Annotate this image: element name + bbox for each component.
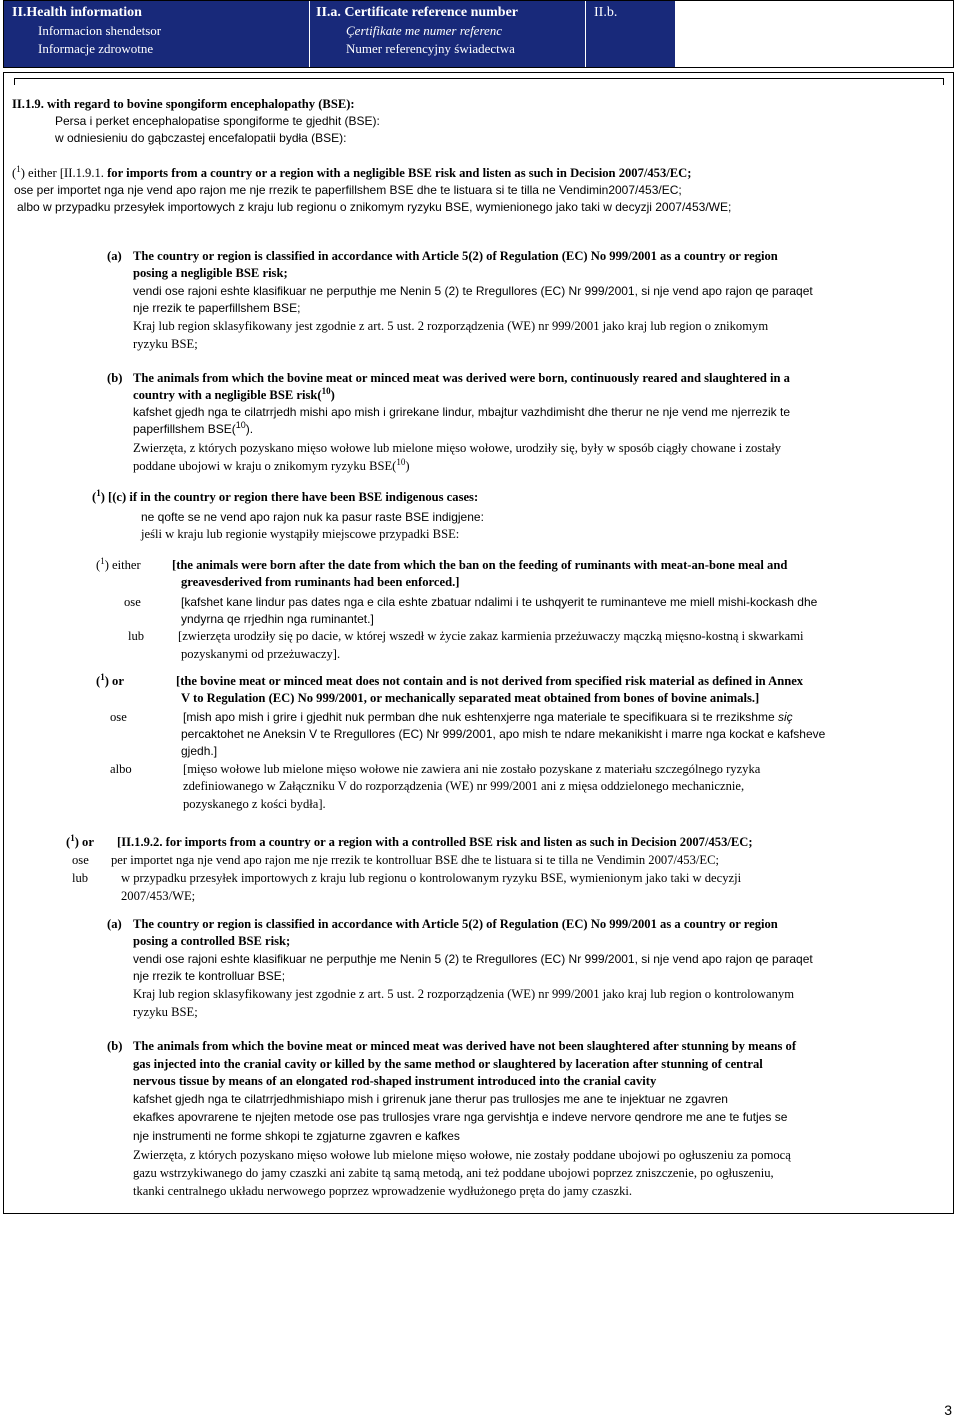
b2-label: (b) [107,1039,123,1053]
opt1-sq: ose per importet nga nje vend apo rajon me nje rrezik te paperfillshem BSE dhe te listuara si te tilla ne Vendimin2007/453/EC; [14,183,682,197]
header-certificate-reference [309,1,585,67]
opt1-either-line: ($^1$) either [II.1.9.1. for imports from a country or a region with a negligible BSE risk and listen as such in Decision 2007/453/EC; [12,163,692,180]
page-number: 3 [944,1402,952,1418]
section-heading-pl: w odniesieniu do gąbczastej encefalopatii bydła (BSE): [55,131,347,145]
opt2-pl-line1: w przypadku przesyłek importowych z kraju lub regionu o kontrolowanym ryzyku BSE, wymienionym jako taki w decyzji [121,871,742,885]
header-health-information [4,1,309,67]
opt2-pl-label: lub [72,871,89,885]
c-or-pl-line3: pozyskanego z kości bydła]. [183,797,326,811]
a1-sq-line1: vendi ose rajoni eshte klasifikuar ne perputhje me Nenin 5 (2) te Rregullores (EC) Nr 999/2001, si nje vend apo rajon qe paraqet [133,284,813,298]
section-heading-sq: Persa i perket encephalopatise spongiforme te gjedhit (BSE): [55,114,380,128]
c1-pl: jeśli w kraju lub regionie wystąpiły miejscowe przypadki BSE: [141,527,460,541]
opt2-sq-label: ose [72,853,89,867]
header-col2-title: II.a. Certificate reference number [316,5,519,20]
a2-en-line2: posing a controlled BSE risk; [133,934,291,948]
a1-en-line2: posing a negligible BSE risk; [133,266,288,280]
header-col1-pl: Informacje zdrowotne [38,41,154,56]
c-either-pl-label: lub [128,629,145,643]
opt1-pl: albo w przypadku przesyłek importowych z kraju lub regionu o znikomym ryzyku BSE, wymienionego jako taki w decyzji 2007/453/WE; [17,200,732,214]
c-or-en-line1: [the bovine meat or minced meat does not contain and is not derived from specified risk material as defined in Annex [176,674,804,688]
b2-en-line1: The animals from which the bovine meat or minced meat was derived have not been slaughtered after stunning by means of [133,1039,797,1053]
a2-pl-line2: ryzyku BSE; [133,1005,198,1019]
c-or-en-line2: V to Regulation (EC) No 999/2001, or mechanically separated meat obtained from bones of bovine animals.] [181,691,760,705]
a1-pl-line1: Kraj lub region sklasyfikowany jest zgodnie z art. 5 ust. 2 rozporządzenia (WE) nr 999/2001 jako kraj lub region o znikomym [133,319,769,333]
header-col2-pl: Numer referencyjny świadectwa [346,41,515,56]
header-col1-title: II.Health information [12,5,142,20]
a2-sq-line2: nje rrezik te kontrolluar BSE; [133,969,286,983]
c-either-label: ($^1$) either [96,555,141,572]
a1-label: (a) [107,249,122,263]
b2-pl-line1: Zwierzęta, z których pozyskano mięso wołowe lub mielone mięso wołowe, nie zostały poddane ubojowi po ogłuszeniu za pomocą [133,1148,791,1162]
c1-title-line: ($^1$) [(c) if in the country or region there have been BSE indigenous cases: [92,487,479,504]
c-either-en-line1: [the animals were born after the date from which the ban on the feeding of ruminants with meat-an-bone meal and [172,558,788,572]
b2-sq-line2: ekafkes apovrarene te njejten metode ose pas trullosjes vrare nga gervishtja e indeve nervore qendrore me ane te futjes se [133,1110,788,1124]
c-or-label: ($^1$) or [96,671,124,688]
c1-sq: ne qofte se ne vend apo rajon nuk ka pasur raste BSE indigjene: [141,510,484,524]
a1-sq-line2: nje rrezik te paperfillshem BSE; [133,301,301,315]
a2-label: (a) [107,917,122,931]
c-or-sq-line1: [mish apo mish i grire i gjedhit nuk permban dhe nuk eshtenxjerre nga materiale te specifikuara si te rrezikshme siç [183,710,793,724]
header-col2-sq: Çertifikate me numer referenc [346,23,503,38]
c-either-sq-label: ose [124,595,141,609]
c-or-pl-line1: [mięso wołowe lub mielone mięso wołowe nie zawiera ani nie zostało pozyskane z materiału szczególnego ryzyka [183,762,761,776]
b1-pl-line2: poddane ubojowi w kraju o znikomym ryzyku BSE($^{10}$) [133,456,410,473]
b2-pl-line2: gazu wstrzykiwanego do jamy czaszki ani zabite tą samą metodą, ani też poddane ubojowi poprzez zniszczenie, po ogłuszeniu, [133,1166,774,1180]
b2-en-line2: gas injected into the cranial cavity or killed by the same method or slaughtered by laceration after stunning of central [133,1057,763,1071]
opt2-label: ($^1$) or [66,832,94,849]
b2-sq-line1: kafshet gjedh nga te cilatrrjedhmishiapo mish i grirenuk jane therur pas trullosjes me ane te injektuar ne zgavren [133,1092,728,1106]
c-or-sq-label: ose [110,710,127,724]
a1-en-line1: The country or region is classified in accordance with Article 5(2) of Regulation (EC) No 999/2001 as a country or region [133,249,778,263]
opt1-title: for imports from a country or a region with a negligible BSE risk and listen as such in Decision 2007/453/EC; [107,166,692,180]
b1-pl-line1: Zwierzęta, z których pozyskano mięso wołowe lub mielone mięso wołowe, urodziły się, były w sposób ciągły chowane i zostały [133,441,782,455]
b2-pl-line3: tkanki centralnego układu nerwowego poprzez wprowadzenie wydłużonego pręta do jamy czaszki. [133,1184,633,1198]
b1-en-line1: The animals from which the bovine meat or minced meat was derived were born, continuously reared and slaughtered in a [133,371,790,385]
b1-sq-line2: paperfillshem BSE($^{10}$). [133,420,254,436]
a2-sq-line1: vendi ose rajoni eshte klasifikuar ne perputhje me Nenin 5 (2) te Rregullores (EC) Nr 999/2001, si nje vend apo rajon qe paraqet [133,952,813,966]
a1-pl-line2: ryzyku BSE; [133,337,198,351]
header-col3-title: II.b. [594,5,618,20]
opt2-pl-line2: 2007/453/WE; [121,889,196,903]
header-col1-sq: Informacion shendetsor [38,23,162,38]
c-either-en-line2: greavesderived from ruminants had been enforced.] [181,575,460,589]
c-either-pl-line1: [zwierzęta urodziły się po dacie, w której wszedł w życie zakaz karmienia przeżuwaczy mączką mięsno-kostną i skwarkami [178,629,804,643]
c-either-pl-line2: pozyskanymi od przeżuwaczy]. [181,647,341,661]
b1-sq-line1: kafshet gjedh nga te cilatrrjedh mishi apo mish i grirekane lindur, mbajtur vazhdimisht dhe therur ne nje vend me njerrezik te [133,405,790,419]
c-or-sq-line2: percaktohet ne Aneksin V te Rregullores (EC) Nr 999/2001, apo mish te ndare mekanikisht i marre nga kockat e kafsheve [181,727,826,741]
frame-top-rule [14,78,944,85]
c-or-pl-label: albo [110,762,132,776]
c-or-sq-line3: gjedh.] [181,744,218,758]
opt2-sq: per importet nga nje vend apo rajon me nje rrezik te kontrolluar BSE dhe te listuara si te tilla ne Vendimin 2007/453/EC; [111,853,719,867]
section-heading: II.1.9. with regard to bovine spongiform encephalopathy (BSE): [12,97,355,111]
header-col4-blank [675,1,953,67]
b2-en-line3: nervous tissue by means of an elongated rod-shaped instrument introduced into the cranial cavity [133,1074,657,1088]
b1-label: (b) [107,371,123,385]
c-either-sq-line2: yndyrna qe rrjedhin nga ruminantet.] [181,612,374,626]
a2-en-line1: The country or region is classified in accordance with Article 5(2) of Regulation (EC) No 999/2001 as a country or region [133,917,778,931]
opt2-title: [II.1.9.2. for imports from a country or a region with a controlled BSE risk and listen as such in Decision 2007/453/EC; [117,835,753,849]
a2-pl-line1: Kraj lub region sklasyfikowany jest zgodnie z art. 5 ust. 2 rozporządzenia (WE) nr 999/2001 jako kraj lub region o kontrolowanym [133,987,794,1001]
b2-sq-line3: nje instrumenti ne forme shkopi te zgjaturne zgavren e kafkes [133,1129,460,1143]
c-either-sq-line1: [kafshet kane lindur pas dates nga e cila eshte zbatuar ndalimi i te ushqyerit te ruminanteve me miell mishi-kockash dhe [181,595,818,609]
header-col3 [585,1,675,67]
c-or-pl-line2: zdefiniowanego w Załączniku V do rozporządzenia (WE) nr 999/2001 ani z mięsa oddzielonego mechanicznie, [183,779,745,793]
b1-en-line2: country with a negligible BSE risk($^{10}$) [133,385,335,402]
certificate-header [3,0,954,68]
